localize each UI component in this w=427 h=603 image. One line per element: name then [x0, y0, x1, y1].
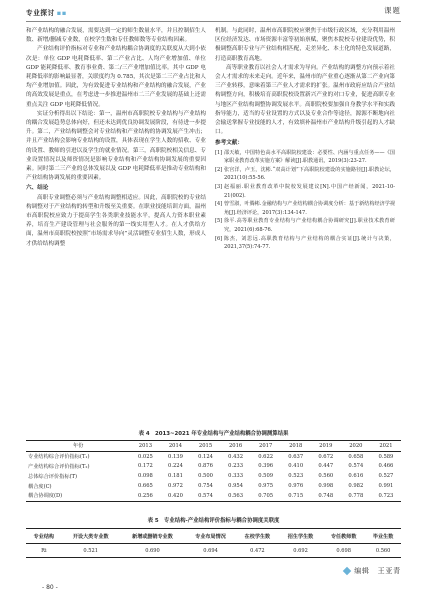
table-cell: 0.692	[293, 547, 308, 554]
paragraph: 高等职业教育以社会人才需求为导向。产业结构的调整方向预示着社会人才需求的未来走向。近年来，温州市的产业重心逐渐从第二产业向第三产业转移，意味着第三产业人才需求的扩张。温州市政府应结合产业结构调整方向，积极培育高职院校设置新兴产业的对口专业，促进高职专业与地区产业结构调整协调发展水平。高职院校要加强自身教学水平和实践指导能力，适当的专业设置的方式以及专业合作等途径，源源不断地向社会输送掌握专业技能的人才，有效填补温州市产业结构升级引起的人才缺口。	[215, 64, 395, 136]
table-cell: 0.876	[198, 463, 213, 470]
reference-item	[215, 166, 395, 183]
reference-item	[215, 183, 395, 200]
table-cell: 0.172	[137, 463, 153, 470]
table1-header-cell: 2020	[349, 442, 363, 449]
table1-header-cell: 年份	[72, 443, 84, 450]
reference-number: [3]	[215, 184, 223, 191]
table2-header-cell: 新增或删销专业数	[132, 533, 173, 540]
table2-header-cell: 在校学生数	[244, 533, 271, 540]
table2	[26, 528, 401, 558]
table-cell: 0.098	[137, 473, 153, 480]
table-cell: 0.616	[348, 473, 364, 480]
table-cell: 0.754	[198, 483, 213, 490]
table-cell: 0.998	[318, 483, 334, 490]
table-cell: 0.975	[258, 483, 274, 490]
left-column	[26, 27, 206, 249]
reference-item	[215, 200, 395, 217]
table-cell: 0.333	[228, 473, 244, 480]
table-cell: 0.500	[198, 473, 213, 480]
reference-item	[215, 235, 395, 252]
table-cell: 0.523	[288, 473, 304, 480]
table1-header-cell: 2019	[319, 442, 333, 449]
row-label: 专业结构综合评价指标(T₁)	[28, 454, 90, 461]
table1-header-row	[26, 441, 401, 452]
references-heading: 参考文献：	[215, 140, 243, 147]
reference-number: [4]	[215, 201, 223, 208]
table-cell: 0.420	[168, 492, 183, 499]
table-cell: 0.025	[137, 453, 153, 460]
table-cell: 0.705	[258, 492, 274, 499]
table-cell: 0.224	[168, 463, 183, 470]
paragraph: 实证分析得出以下结论：第一，温州市高职院校专业结构与产业结构的耦合发展趋势总体向好，但还未达到优良协调发展阶段，有待进一步提升。第二，产业结构调整会对专业结构和产业结构的协调发展产生冲击；并且产业结构会影响专业结构的设置，具体表现在学生人数的招收、专业的设置、教师的引进以及学生的就业情况。第三，高职院校相关信息、专业设置情况以及师资情况是影响专业结构和产业结构协调发展的重要因素。同时第二三产业的总体发展以及 GDP 电耗降低率是推动专业结构和产业结构协调发展的重要因素。	[26, 110, 206, 182]
table1-header-cell: 2018	[289, 442, 303, 449]
header-rule	[26, 21, 401, 22]
reference-item	[215, 149, 395, 166]
table2-header-cell: 开设大类专业数	[72, 533, 109, 540]
table-cell: 0.447	[318, 463, 334, 470]
table-row	[26, 481, 401, 491]
table-cell: 0.748	[318, 492, 334, 499]
table-cell: 0.658	[348, 453, 364, 460]
column-name: 专业探讨 ▪▪	[26, 9, 67, 17]
reference-item	[215, 217, 395, 234]
table-cell: 0.521	[83, 547, 98, 554]
table1-header-cell: 2015	[198, 442, 213, 449]
page-header	[26, 6, 401, 22]
table-cell: 0.574	[348, 463, 364, 470]
table1	[26, 440, 401, 502]
reference-number: [5]	[215, 218, 223, 225]
table-cell: 0.976	[288, 483, 304, 490]
table1-header-cell: 2021	[379, 442, 393, 449]
paragraph: 和产业结构的融合发展，需要达到一定的师生数量水平，并且控制招生人数、新增/删减专业数，在校学生数和专任教师数等专业结构因素。	[26, 28, 206, 44]
table-cell: 0.563	[228, 492, 244, 499]
table-cell: 0.410	[288, 463, 304, 470]
table1-caption: 表 4 2013~2021 年专业结构与产业结构耦合协调测算结果	[138, 431, 289, 437]
table2-header-cell: 专业布局情况	[195, 533, 226, 540]
paragraph: 机制。与此同时，温州市高职院校应聚焦于市级行政区域，充分利用温州区位经济发达、市场资源丰富等初始禀赋，聚焦本院校专业建设优势，积极调整高职专业与产业结构相匹配，走差异化、本土化的特色发展道路，打造高职教育高地。	[215, 28, 395, 62]
table-cell: 0.509	[258, 473, 274, 480]
table-cell: 0.778	[348, 492, 364, 499]
table1-header-cell: 2013	[138, 442, 152, 449]
table-cell: 0.723	[378, 492, 394, 499]
reference-number: [2]	[215, 166, 223, 173]
table2-caption: 表 5 专业结构-产业结构评价指标与耦合协调度关联度	[147, 518, 280, 524]
paragraph: 高职专业调整必须与产业结构调整相适应。因此，高职院校的专业结构调整对于产业结构的转型和升级至关重要。在职业技能培训方面，温州市高职院校应致力于提高学生各类职业技能水平，提高人力资本职业素养，培育生产建设管理与社会服务的第一线实用型人才。在人才供给方面，温州市高职院校按照“市场需求导向”灵活调整专业招生人数，形成人才供给结构调整	[26, 194, 206, 247]
reference-text: 张宫洋，卢玉，沈彬.“双高计划”下高职院校建设的实施路径[J].职教论坛，2021(10):55-56.	[224, 166, 395, 182]
table-cell: 0.982	[348, 483, 364, 490]
paragraph: 产业结构评价指标对专业和产业结构耦合协调度的关联度从大到小依次是：单位 GDP 电耗降低率、第二产业占比、人均产业增加值、单位 GDP 能耗降低率、教育事业费、第二/三产业增加值比率。其中 GDP 电耗降低率的影响最显著，关联度约为 0.785，其次是第二三产业占比和人均产业增加值。因此，为有效促进专业结构和产业结构的融合发展，产业的高效发展是重点，在考虑进一步推进温州市二三产业发展的基础上还需重点关注 GDP 电耗降低情况。	[26, 46, 207, 108]
table2-header-cell: 专任教师数	[330, 533, 357, 540]
table-row	[26, 451, 401, 461]
table1-header-cell: 2016	[228, 442, 243, 449]
table-cell: 0.527	[378, 473, 394, 480]
table-cell: 0.233	[228, 463, 244, 470]
table-cell: 0.637	[288, 453, 304, 460]
reference-text: 邵天敏，中国特色高水平高职院校建设：必要性、内涵与重点任务——《国家职业教育改革实施方案》解读[J].职教通讯，2019(3):23-27.	[224, 149, 395, 165]
table1-header-cell: 2017	[259, 442, 273, 449]
table-cell: 0.560	[318, 473, 334, 480]
table-cell: 0.715	[288, 492, 304, 499]
reference-text: 赵福丽.职业教育改革中院校发展建议[N].中国产经新闻，2021-10-21(002).	[224, 184, 395, 199]
table-cell: 0.991	[378, 483, 394, 490]
table2-row	[26, 544, 401, 558]
table-cell: 0.698	[336, 547, 351, 554]
row-label: 总体综合评价指标(T)	[28, 473, 78, 480]
table2-header-row	[26, 529, 401, 544]
section-heading: 六、结论	[26, 185, 49, 192]
table-cell: 0.396	[258, 463, 274, 470]
reference-text: 曾雪淑，叶腾彬.金融结构与产业结构耦合协调度分析：基于新结构经济学视角[J].经济评论，2017(3):134-147.	[224, 201, 395, 216]
table-cell: 0.124	[198, 453, 213, 460]
table2-header-cell: 招生学生数	[287, 533, 314, 540]
reference-text: 陈杰，刘思远.高职教育结构与产业结构的耦合实证[J].统计与决策，2021,37(5):74-77.	[224, 235, 395, 251]
table-row	[26, 491, 401, 501]
reference-number: [6]	[215, 235, 223, 242]
row-label: 耦合度(C)	[28, 483, 52, 490]
table-cell: 0.574	[198, 492, 213, 499]
right-column	[215, 27, 395, 252]
table2-header-cell: 专业结构	[33, 533, 55, 540]
row-label: 耦合协调度(D)	[28, 493, 63, 500]
table-cell: 0.589	[378, 453, 394, 460]
table-cell: 0.472	[250, 547, 265, 554]
table-cell: 0.560	[375, 547, 391, 554]
section-name: 课题	[384, 6, 401, 15]
reference-number: [1]	[215, 149, 223, 156]
table-cell: 0.432	[228, 453, 244, 460]
table-cell: 0.690	[145, 547, 160, 554]
table-cell: Ri	[41, 547, 47, 554]
table-row	[26, 471, 401, 481]
page-number: - 80 -	[42, 584, 58, 591]
table-cell: 0.694	[203, 547, 218, 554]
table1-header-cell: 2014	[168, 442, 183, 449]
editor-credit: 编辑 王亚青	[344, 566, 401, 576]
diamond-icon	[343, 567, 351, 575]
table-cell: 0.256	[137, 492, 153, 499]
table-cell: 0.954	[228, 483, 244, 490]
row-label: 产业结构综合评价指标(T₂)	[28, 463, 90, 470]
table-cell: 0.972	[168, 483, 183, 490]
reference-text: 徐平.高等职业教育专业结构与产业结构耦合协调研究[J].职业技术教育研究，2021(6):68-76.	[224, 218, 395, 233]
table-cell: 0.672	[318, 453, 334, 460]
table-cell: 0.139	[168, 453, 183, 460]
table-cell: 0.181	[168, 473, 183, 480]
table-cell: 0.466	[378, 463, 394, 470]
table-cell: 0.665	[137, 483, 153, 490]
table2-header-cell: 毕业生数	[372, 533, 394, 540]
table-row	[26, 462, 401, 472]
table-cell: 0.622	[258, 453, 274, 460]
